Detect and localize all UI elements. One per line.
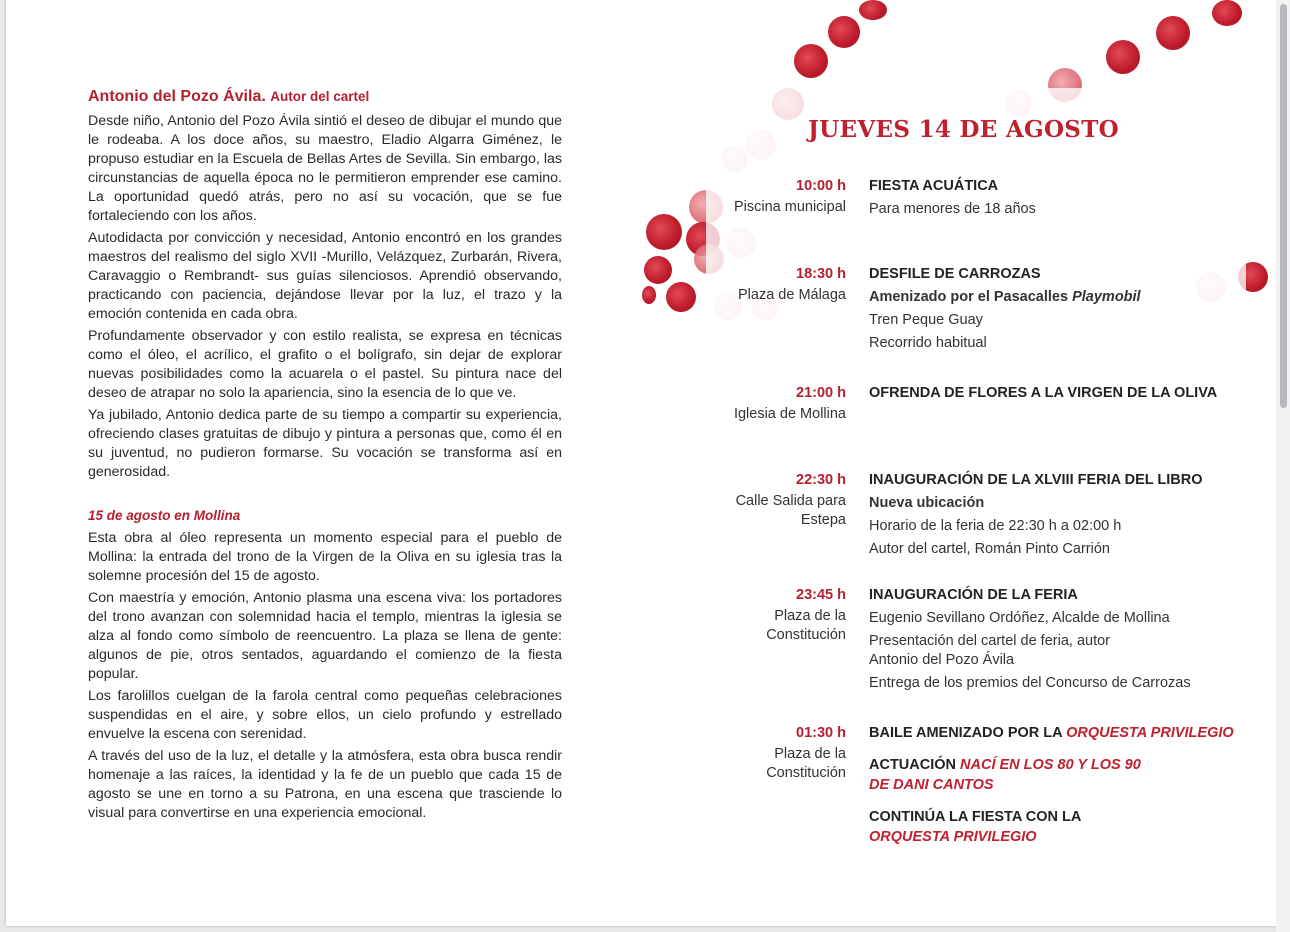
event-place: Plaza de Málaga xyxy=(737,287,846,303)
bio-paragraph: Profundamente observador y con estilo realista, se expresa en técnicas como el óleo, el acrílico, el grafito o el bolígrafo, sin dejar de explorar nuevas posibilidades como la acuarela o el pastel. Su pintura nace del deseo de atrapar no solo la apariencia, sino la esencia de lo que ve. xyxy=(88,328,562,401)
event-place: Iglesia de Mollina xyxy=(733,406,846,422)
event-time: 01:30 h xyxy=(796,725,846,741)
event-time: 10:00 h xyxy=(796,178,846,194)
event-place: Piscina municipal xyxy=(733,199,846,215)
event-detail: Recorrido habitual xyxy=(869,335,987,351)
event-detail: Presentación del cartel de feria, autor Antonio del Pozo Ávila xyxy=(869,633,1110,668)
brochure-page xyxy=(6,0,1282,926)
artwork-paragraph: A través del uso de la luz, el detalle y la atmósfera, esta obra busca rendir homenaje a las raíces, la identidad y la fe de un pueblo que cada 15 de agosto se une en torno a su Patrona, en una escena que trasciende lo visual para convertirse en una experiencia emocional. xyxy=(88,748,562,821)
author-column xyxy=(88,86,562,826)
event-title: INAUGURACIÓN DE LA XLVIII FERIA DEL LIBRO xyxy=(869,472,1203,488)
event-detail: Amenizado por el Pasacalles xyxy=(869,289,1069,305)
section-title: 15 de agosto en Mollina xyxy=(88,508,241,523)
event-time: 21:00 h xyxy=(796,385,846,401)
event-place: Plaza de la Constitución xyxy=(766,608,846,643)
event-detail: Eugenio Sevillano Ordóñez, Alcalde de Mollina xyxy=(869,610,1170,626)
author-heading xyxy=(88,86,562,108)
event-place: Plaza de la Constitución xyxy=(766,746,846,781)
event-detail: Autor del cartel, Román Pinto Carrión xyxy=(869,541,1110,557)
event-detail: Nueva ubicación xyxy=(869,495,985,511)
event-time: 18:30 h xyxy=(796,266,846,282)
event-title: FIESTA ACUÁTICA xyxy=(869,178,999,194)
event-detail: Horario de la feria de 22:30 h a 02:00 h xyxy=(869,518,1122,534)
event-title-highlight: ORQUESTA PRIVILEGIO xyxy=(1066,725,1234,741)
event-detail-italic: Playmobil xyxy=(1072,289,1141,305)
event-title: DESFILE DE CARROZAS xyxy=(869,266,1041,282)
scrollbar[interactable] xyxy=(1276,0,1290,932)
event-title: BAILE AMENIZADO POR LA xyxy=(869,725,1063,741)
performance-label: ACTUACIÓN xyxy=(869,757,956,773)
event-detail: Entrega de los premios del Concurso de Carrozas xyxy=(869,675,1191,691)
event-detail: Para menores de 18 años xyxy=(869,201,1036,217)
bio-paragraph: Autodidacta por convicción y necesidad, Antonio encontró en los grandes maestros del realismo del siglo XVII -Murillo, Velázquez, Zurbarán, Rivera, Caravaggio o Rembrandt- sus guías silenciosos. Aprendió observando, practicando con paciencia, dejándose llevar por la luz, el trazo y la emoción contenida en cada obra. xyxy=(88,230,562,322)
event-place: Calle Salida para Estepa xyxy=(735,493,846,528)
scrollbar-thumb[interactable] xyxy=(1280,4,1287,408)
bio-paragraph: Ya jubilado, Antonio dedica parte de su tiempo a compartir su experiencia, ofreciendo clases gratuitas de dibujo y pintura a personas que, como él en su juventud, no pudieron formarse. Su vocación se transforma así en generosidad. xyxy=(88,407,562,480)
bio-paragraph: Desde niño, Antonio del Pozo Ávila sintió el deseo de dibujar el mundo que le rodeaba. A los doce años, su maestro, Eladio Algarra Giménez, le propuso estudiar en la Escuela de Bellas Artes de Sevilla. Sin embargo, las circunstancias de aquella época no le permitieron emprender ese camino. La oportunidad quedó atrás, pero no así su vocación, que se fue fortaleciendo con los años. xyxy=(88,113,562,224)
performance-name: NACÍ EN LOS 80 Y LOS 90 DE DANI CANTOS xyxy=(869,757,1141,793)
author-role: Autor del cartel xyxy=(270,89,370,104)
event-detail: Tren Peque Guay xyxy=(869,312,983,328)
artwork-paragraph: Esta obra al óleo representa un momento especial para el pueblo de Mollina: la entrada del trono de la Virgen de la Oliva en su iglesia tras la solemne procesión del 15 de agosto. xyxy=(88,530,562,584)
continuation-label: CONTINÚA LA FIESTA CON LA xyxy=(869,809,1082,825)
author-name: Antonio del Pozo Ávila. xyxy=(88,88,266,105)
event-title: INAUGURACIÓN DE LA FERIA xyxy=(869,587,1078,603)
artwork-paragraph: Los farolillos cuelgan de la farola central como pequeñas celebraciones suspendidas en el aire, y sobre ellos, un cielo profundo y estrellado envuelve la escena con serenidad. xyxy=(88,688,562,742)
event-time: 22:30 h xyxy=(796,472,846,488)
day-title: JUEVES 14 DE AGOSTO xyxy=(808,116,1119,143)
artwork-paragraph: Con maestría y emoción, Antonio plasma una escena viva: los portadores del trono avanzan con solemnidad hacia el templo, mientras la iglesia se alza al fondo como símbolo de reencuentro. La plaza se llena de gente: algunos de pie, otros sentados, aguardando el comienzo de la fiesta popular. xyxy=(88,590,562,682)
continuation-band: ORQUESTA PRIVILEGIO xyxy=(869,829,1037,845)
event-title: OFRENDA DE FLORES A LA VIRGEN DE LA OLIVA xyxy=(869,385,1218,401)
event-time: 23:45 h xyxy=(796,587,846,603)
